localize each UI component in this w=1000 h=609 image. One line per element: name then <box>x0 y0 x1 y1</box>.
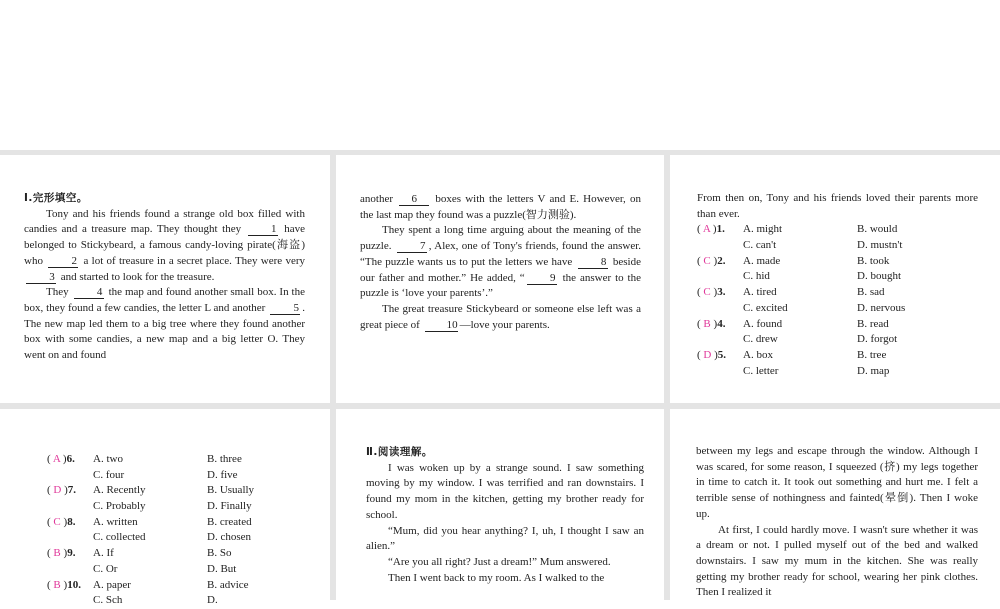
option-d: D. <box>207 594 218 607</box>
reading-paragraph-1: I was woken up by a strange sound. I saw something moving by my window. I was terrified and ran downstairs. I found my mom in the kitchen, getting my brother ready for school. <box>366 461 644 521</box>
option-b: B. tree <box>857 348 887 361</box>
question-6 <box>47 452 320 468</box>
option-a: A. box <box>743 348 773 361</box>
option-c: C. can't <box>743 239 777 252</box>
option-d: D. forgot <box>857 333 898 346</box>
option-c: C. Sch <box>93 594 123 607</box>
blank-6: 6 <box>399 193 429 206</box>
option-d: D. mustn't <box>857 239 903 252</box>
question-number: 8. <box>67 515 76 528</box>
blank-8: 8 <box>578 256 608 269</box>
answer-bracket: ( B )10. <box>47 578 81 591</box>
question-2 <box>697 254 978 270</box>
cloze-paragraph-6: From then on, Tony and his friends loved their parents more than ever. <box>697 192 978 220</box>
reading-paragraph-4: Then I went back to my room. As I walked to the <box>388 571 605 584</box>
option-c: C. four <box>93 468 125 481</box>
question-5 <box>697 348 978 364</box>
question-number: 7. <box>67 484 77 497</box>
option-d: D. map <box>857 364 890 377</box>
reading-passage-part-1 <box>336 409 664 600</box>
answer-bracket: ( D )5. <box>697 348 727 361</box>
option-a: A. paper <box>93 578 131 591</box>
answer-6: A <box>52 453 61 465</box>
answer-bracket: ( B )4. <box>697 317 726 330</box>
question-10 <box>47 578 320 594</box>
question-number: 2. <box>717 254 726 267</box>
option-b: B. advice <box>207 578 249 591</box>
cloze-passage-part-1 <box>0 155 330 403</box>
blank-3: 3 <box>26 271 56 284</box>
option-a: A. Recently <box>93 484 146 497</box>
question-number: 10. <box>67 578 81 591</box>
option-a: A. two <box>93 453 123 465</box>
blank-4: 4 <box>74 286 104 299</box>
cloze-paragraph-5: The great treasure Stickybeard or someone else left was a great piece of 10 —love your parents. <box>360 302 641 331</box>
option-c: C. drew <box>743 333 778 346</box>
answer-bracket: ( B )9. <box>47 547 76 560</box>
option-d: D. five <box>207 468 238 481</box>
blank-9: 9 <box>527 272 557 285</box>
option-b: B. three <box>207 453 242 465</box>
question-8 <box>47 515 320 531</box>
options-list-6-10 <box>47 452 320 609</box>
cloze-passage-part-2 <box>336 155 664 403</box>
question-number: 5. <box>717 348 727 361</box>
reading-paragraph-5: between my legs and escape through the window. Although I was scared, for some reason, I squeezed (挤) my legs together in time to catch it. It took out something and hurt me. I felt a terrible sense of nothingness and fainted(晕倒). Then I woke up. <box>696 445 978 520</box>
question-5-row-2 <box>697 364 978 380</box>
question-7 <box>47 483 320 499</box>
answer-1: A <box>702 223 711 236</box>
reading-paragraph-2: “Mum, did you hear anything? I, uh, I thought I saw an alien.” <box>366 524 644 553</box>
cloze-passage-part-3 <box>670 155 1000 403</box>
options-panel-6-10 <box>0 409 330 607</box>
question-number: 6. <box>66 453 75 465</box>
reading-passage-part-2 <box>670 409 1000 600</box>
answer-bracket: ( C )3. <box>697 286 726 299</box>
cloze-paragraph-4: They spent a long time arguing about the meaning of the puzzle. 7 , Alex, one of Tony's friends, found the answer. “The puzzle wants us to put the letters we have 8 beside our father and mother.” He added, “ 9 the answer to the puzzle is ‘love your parents’.” <box>360 224 642 300</box>
option-c: C. hid <box>743 270 770 283</box>
option-c: C. Or <box>93 562 118 575</box>
reading-paragraph-3: “Are you all right? Just a dream!” Mum answered. <box>388 555 611 568</box>
option-c: C. excited <box>743 301 788 314</box>
option-d: D. chosen <box>207 531 251 544</box>
option-b: B. sad <box>857 286 885 299</box>
option-b: B. read <box>857 317 889 330</box>
blank-10: 10 <box>425 319 458 332</box>
blank-7: 7 <box>397 240 427 253</box>
question-4 <box>697 317 978 333</box>
blank-1: 1 <box>248 223 278 236</box>
blank-2: 2 <box>48 255 78 268</box>
option-a: A. tired <box>743 286 777 299</box>
option-b: B. created <box>207 515 252 528</box>
answer-bracket: ( A )1. <box>697 223 725 236</box>
question-1 <box>697 222 978 238</box>
option-d: D. nervous <box>857 301 906 314</box>
question-7-row-2 <box>47 499 320 515</box>
question-9-row-2 <box>47 562 320 578</box>
answer-7: D <box>53 484 62 497</box>
option-b: B. So <box>207 547 232 560</box>
question-number: 9. <box>67 547 76 560</box>
option-b: B. would <box>857 223 898 236</box>
option-c: C. collected <box>93 531 146 544</box>
question-10-row-2 <box>47 593 320 609</box>
section-1-heading: Ⅰ.完形填空。 <box>24 192 88 204</box>
question-1-row-2 <box>697 238 978 254</box>
answer-bracket: ( D )7. <box>47 484 77 497</box>
answer-bracket: ( C )8. <box>47 515 76 528</box>
option-a: A. If <box>93 547 114 560</box>
reading-paragraph-6: At first, I could hardly move. I wasn't sure whether it was a dream or not. I pulled myself out of the bed and walked downstairs. I saw my mum in the kitchen. She was really getting my brother ready for school, wearing her pink clothes. Then I realized it <box>696 523 978 599</box>
options-list-1-5 <box>697 222 978 379</box>
answer-9: B <box>53 547 61 560</box>
blank-5: 5 <box>270 302 300 315</box>
option-c: C. Probably <box>93 500 146 513</box>
option-d: D. Finally <box>207 500 252 513</box>
question-8-row-2 <box>47 530 320 546</box>
answer-5: D <box>703 348 712 361</box>
answer-8: C <box>53 515 61 528</box>
option-b: B. took <box>857 254 890 267</box>
answer-10: B <box>53 578 61 591</box>
option-a: A. made <box>743 254 781 267</box>
cloze-paragraph-2: They 4 the map and found another small box. In the box, they found a few candies, the letter L and another 5 . The new map led them to a big tree where they found another box with some candies, a new map and a big letter O. They went on and found <box>24 286 306 362</box>
question-number: 3. <box>717 286 726 299</box>
question-number: 4. <box>717 317 726 330</box>
option-b: B. Usually <box>207 484 255 497</box>
option-c: C. letter <box>743 364 779 377</box>
option-a: A. written <box>93 515 138 528</box>
answer-bracket: ( A )6. <box>47 453 75 465</box>
question-3 <box>697 285 978 301</box>
question-9 <box>47 546 320 562</box>
question-6-row-2 <box>47 468 320 484</box>
question-number: 1. <box>716 223 725 236</box>
section-2-heading: Ⅱ.阅读理解。 <box>366 446 433 458</box>
option-d: D. bought <box>857 270 901 283</box>
cloze-paragraph-3: another 6 boxes with the letters V and E. However, on the last map they found was a puzzle(智力测验). <box>360 193 642 221</box>
answer-3: C <box>703 286 711 299</box>
cloze-paragraph-1: Tony and his friends found a strange old box filled with candies and a treasure map. They thought they 1 have belonged to Stickybeard, a famous candy-loving pirate(海盗) who 2 a lot of treasure in a secret place. They were very 3 and started to look for the treasure. <box>24 207 306 283</box>
option-a: A. found <box>743 317 783 330</box>
question-4-row-2 <box>697 332 978 348</box>
answer-2: C <box>703 254 711 267</box>
option-d: D. But <box>207 562 237 575</box>
answer-4: B <box>703 317 711 330</box>
question-3-row-2 <box>697 301 978 317</box>
option-a: A. might <box>743 223 783 236</box>
answer-bracket: ( C )2. <box>697 254 726 267</box>
question-2-row-2 <box>697 269 978 285</box>
